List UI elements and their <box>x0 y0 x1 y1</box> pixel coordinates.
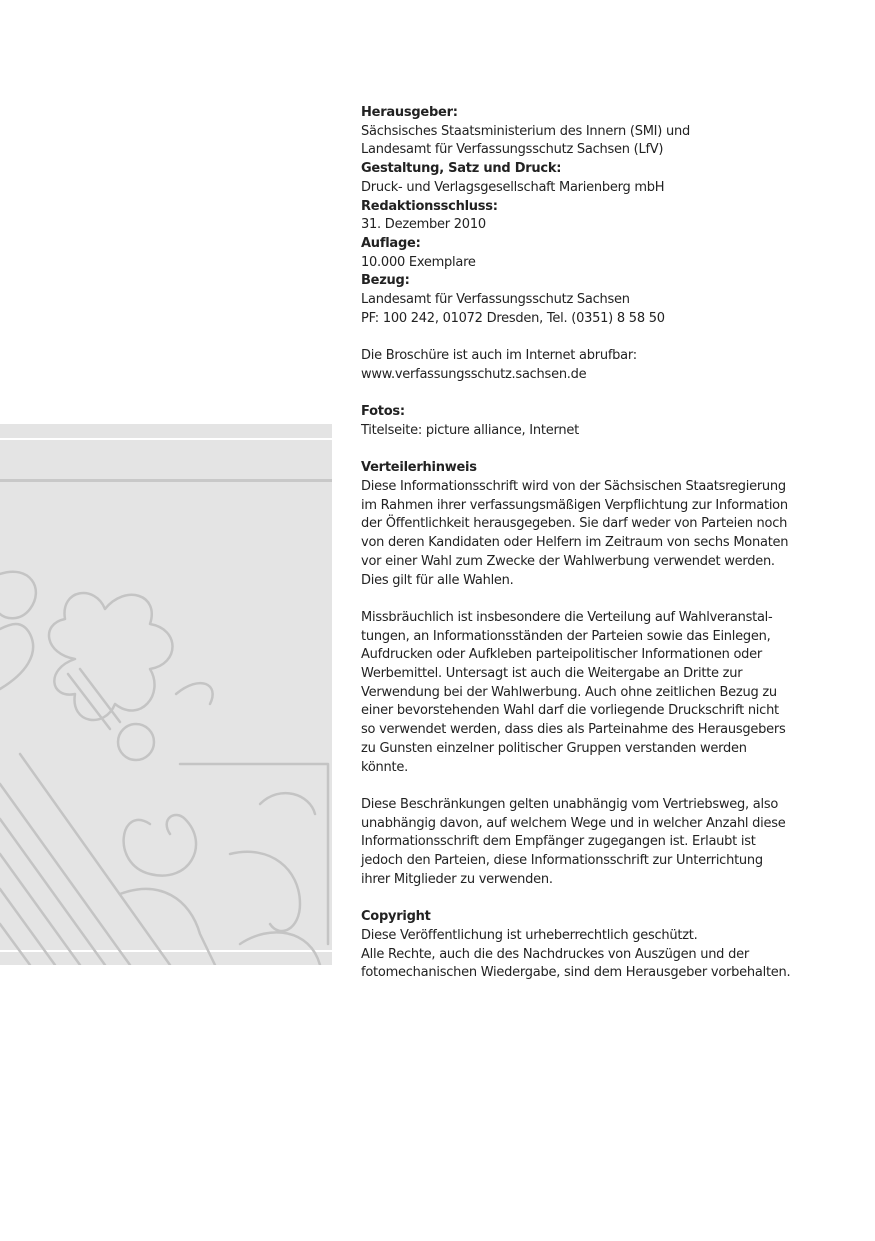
herausgeber-label: Herausgeber: <box>361 105 458 120</box>
imprint-text-column <box>361 104 791 983</box>
verteilerhinweis-paragraph-2 <box>361 609 791 777</box>
verteilerhinweis-paragraph-1 <box>361 478 791 590</box>
decorative-ornament-panel <box>0 424 332 965</box>
text-line: im Rahmen ihrer verfassungsmäßigen Verpflichtung zur Information <box>361 497 788 513</box>
verteilerhinweis-paragraph-3 <box>361 796 791 890</box>
copyright-title: Copyright <box>361 909 431 925</box>
fotos-value: Titelseite: picture alliance, Internet <box>361 422 579 438</box>
text-line: der Öffentlichkeit herausgegeben. Sie darf weder von Parteien noch <box>361 516 788 532</box>
bezug-line: PF: 100 242, 01072 Dresden, Tel. (0351) 8 58 50 <box>361 310 665 326</box>
auflage-label: Auflage: <box>361 235 421 251</box>
text-line: Diese Informationsschrift wird von der Sächsischen Staatsregierung <box>361 479 786 495</box>
internet-note: Die Broschüre ist auch im Internet abrufbar: <box>361 348 637 364</box>
text-line: zu Gunsten einzelner politischer Gruppen verstanden werden könnte. <box>361 740 747 775</box>
text-line: Aufdrucken oder Aufkleben parteipolitischer Informationen oder <box>361 647 762 663</box>
text-line: Diese Beschränkungen gelten unabhängig vom Vertriebsweg, also <box>361 796 779 812</box>
text-line: fotomechanischen Wiedergabe, sind dem Herausgeber vorbehalten. <box>361 965 791 981</box>
copyright-paragraph <box>361 927 791 983</box>
text-line: Werbemittel. Untersagt ist auch die Weitergabe an Dritte zur <box>361 666 743 682</box>
herausgeber-line: Landesamt für Verfassungsschutz Sachsen (LfV) <box>361 142 664 158</box>
text-line: tungen, an Informationsständen der Parteien sowie das Einlegen, <box>361 628 771 644</box>
text-line: Dies gilt für alle Wahlen. <box>361 572 514 588</box>
bezug-label: Bezug: <box>361 273 410 289</box>
gestaltung-label: Gestaltung, Satz und Druck: <box>361 161 562 177</box>
website-url: www.verfassungsschutz.sachsen.de <box>361 366 587 382</box>
text-line: Diese Veröffentlichung ist urheberrechtlich geschützt. <box>361 927 698 943</box>
text-line: einer bevorstehenden Wahl darf die vorliegende Druckschrift nicht <box>361 703 779 719</box>
text-line: ihrer Mitglieder zu verwenden. <box>361 871 553 887</box>
herausgeber-line: Sächsisches Staatsministerium des Innern (SMI) und <box>361 123 690 139</box>
redaktion-value: 31. Dezember 2010 <box>361 217 486 233</box>
verteilerhinweis-title: Verteilerhinweis <box>361 460 477 476</box>
text-line: jedoch den Parteien, diese Informationsschrift zur Unterrichtung <box>361 853 763 869</box>
text-line: unabhängig davon, auf welchem Wege und in welcher Anzahl diese <box>361 815 786 831</box>
text-line: so verwendet werden, dass dies als Parteinahme des Herausgebers <box>361 722 786 738</box>
text-line: Missbräuchlich ist insbesondere die Verteilung auf Wahlveranstal- <box>361 609 773 625</box>
text-line: von deren Kandidaten oder Helfern im Zeitraum von sechs Monaten <box>361 535 789 551</box>
text-line: vor einer Wahl zum Zwecke der Wahlwerbung verwendet werden. <box>361 553 775 569</box>
gestaltung-value: Druck- und Verlagsgesellschaft Marienberg mbH <box>361 179 665 195</box>
text-line: Alle Rechte, auch die des Nachdruckes von Auszügen und der <box>361 946 749 962</box>
fotos-label: Fotos: <box>361 404 405 420</box>
bezug-line: Landesamt für Verfassungsschutz Sachsen <box>361 292 630 308</box>
text-line: Informationsschrift dem Empfänger zugegangen ist. Erlaubt ist <box>361 834 756 850</box>
auflage-value: 10.000 Exemplare <box>361 254 476 270</box>
text-line: Verwendung bei der Wahlwerbung. Auch ohne zeitlichen Bezug zu <box>361 684 777 700</box>
redaktion-label: Redaktionsschluss: <box>361 198 498 214</box>
